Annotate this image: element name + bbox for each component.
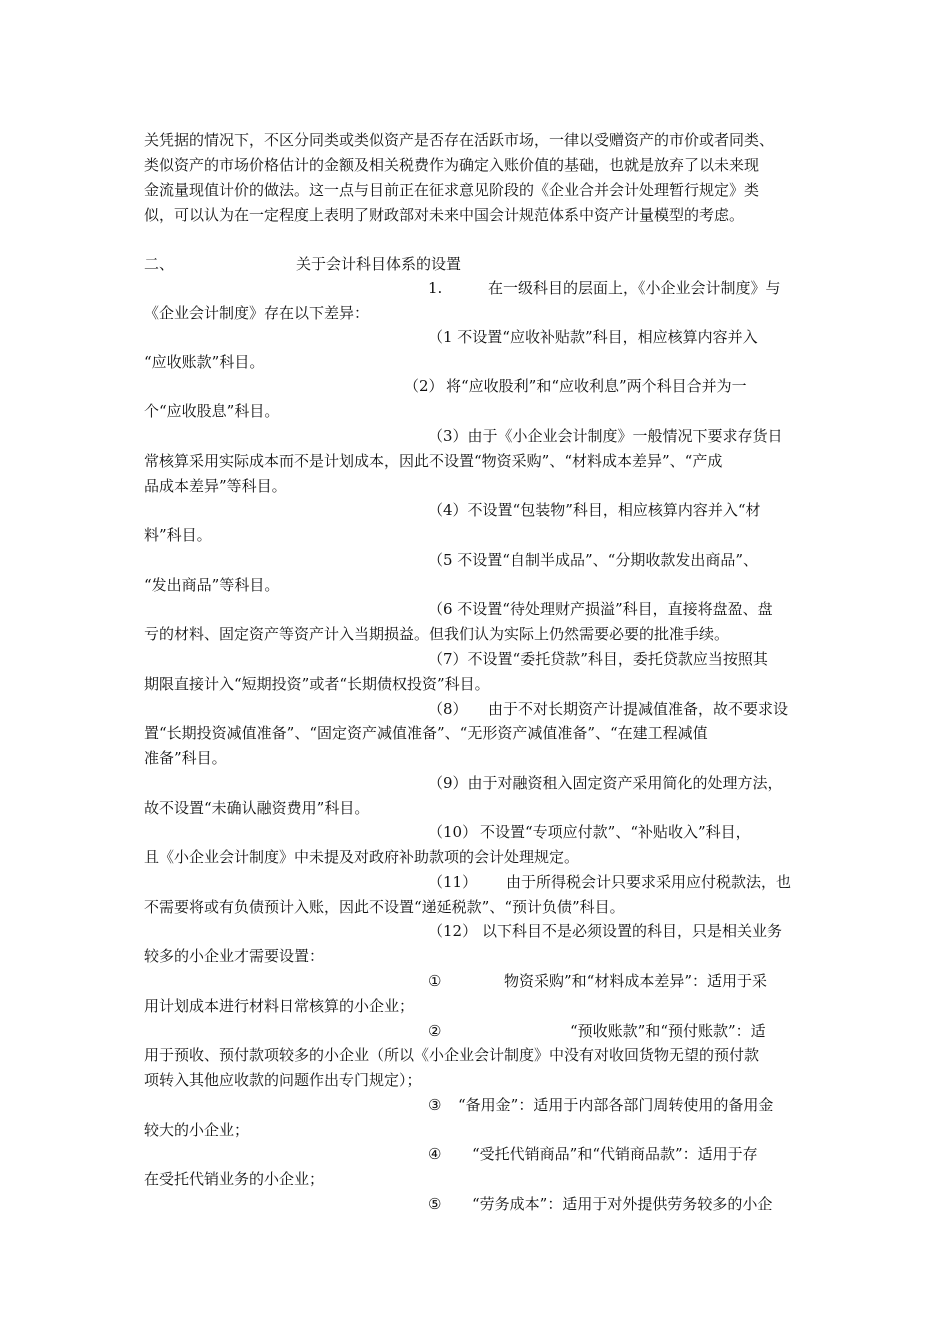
text-line: “应收账款”科目。 <box>144 353 265 371</box>
list-item: （6 不设置“待处理财产损溢”科目，直接将盘盈、盘 <box>428 600 773 618</box>
section-number: 二、 <box>144 255 175 273</box>
text-line: 个“应收股息”科目。 <box>144 402 280 420</box>
list-item: （5 不设置“自制半成品”、“分期收款发出商品”、 <box>428 551 758 569</box>
list-item: “受托代销商品”和“代销商品款”：适用于存 <box>472 1145 758 1163</box>
list-item: 物资采购”和“材料成本差异”：适用于采 <box>504 972 768 990</box>
text-line: 在受托代销业务的小企业； <box>144 1170 325 1188</box>
list-item: （7）不设置“委托贷款”科目，委托贷款应当按照其 <box>428 650 768 668</box>
item-number: ① <box>428 972 442 990</box>
list-item: 以下科目不是必须设置的科目，只是相关业务 <box>482 922 783 940</box>
text-line: 《企业会计制度》存在以下差异： <box>144 304 370 322</box>
list-item: （1 不设置“应收补贴款”科目，相应核算内容并入 <box>428 328 758 346</box>
item-number: ③ <box>428 1096 442 1114</box>
text-line: 置“长期投资减值准备”、“固定资产减值准备”、“无形资产减值准备”、“在建工程减值 <box>144 724 708 742</box>
text-line: “发出商品”等科目。 <box>144 576 280 594</box>
text-line: 在一级科目的层面上，《小企业会计制度》与 <box>488 279 781 297</box>
text-line: 项转入其他应收款的问题作出专门规定）； <box>144 1071 422 1089</box>
text-line: 品成本差异”等科目。 <box>144 477 287 495</box>
list-item: 由于所得税会计只要求采用应付税款法，也 <box>506 873 792 891</box>
list-item: （9）由于对融资租入固定资产采用简化的处理方法， <box>428 774 783 792</box>
text-line: 用于预收、预付款项较多的小企业（所以《小企业会计制度》中没有对收回货物无望的预付款 <box>144 1046 760 1064</box>
text-line: 故不设置“未确认融资费用”科目。 <box>144 799 370 817</box>
text-line: 关凭据的情况下，不区分同类或类似资产是否存在活跃市场，一律以受赠资产的市价或者同类、 <box>144 131 775 149</box>
list-item: 将“应收股利”和“应收利息”两个科目合并为一 <box>446 377 747 395</box>
item-number: （8） <box>428 700 468 718</box>
text-line: 不需要将或有负债预计入账，因此不设置“递延税款”、“预计负债”科目。 <box>144 898 625 916</box>
item-number: 1. <box>428 279 443 297</box>
text-line: 用计划成本进行材料日常核算的小企业； <box>144 997 415 1015</box>
item-number: ⑤ <box>428 1195 442 1213</box>
text-line: 较多的小企业才需要设置： <box>144 947 325 965</box>
list-item: （3）由于《小企业会计制度》一般情况下要求存货日 <box>428 427 783 445</box>
list-item: “预收账款”和“预付账款”：适 <box>570 1022 766 1040</box>
item-number: （2） <box>404 377 444 395</box>
item-number: （11） <box>428 873 478 891</box>
text-line: 料”科目。 <box>144 526 212 544</box>
text-line: 常核算采用实际成本而不是计划成本，因此不设置“物资采购”、“材料成本差异”、“产成 <box>144 452 723 470</box>
list-item: （4）不设置“包装物”科目，相应核算内容并入“材 <box>428 501 761 519</box>
text-line: 准备”科目。 <box>144 749 227 767</box>
item-number: （10） <box>428 823 478 841</box>
section-heading: 关于会计科目体系的设置 <box>296 255 462 273</box>
text-line: 较大的小企业； <box>144 1121 250 1139</box>
item-number: （12） <box>428 922 478 940</box>
text-line: 似，可以认为在一定程度上表明了财政部对未来中国会计规范体系中资产计量模型的考虑。 <box>144 206 745 224</box>
text-line: 类似资产的市场价格估计的金额及相关税费作为确定入账价值的基础，也就是放弃了以未来现 <box>144 156 760 174</box>
text-line: 金流量现值计价的做法。这一点与目前正在征求意见阶段的《企业合并会计处理暂行规定》类 <box>144 181 760 199</box>
text-line: 期限直接计入“短期投资”或者“长期债权投资”科目。 <box>144 675 490 693</box>
list-item: 由于不对长期资产计提减值准备，故不要求设 <box>488 700 789 718</box>
list-item: 不设置“专项应付款”、“补贴收入”科目， <box>480 823 751 841</box>
item-number: ② <box>428 1022 442 1040</box>
list-item: “备用金”：适用于内部各部门周转使用的备用金 <box>458 1096 774 1114</box>
text-line: 亏的材料、固定资产等资产计入当期损益。但我们认为实际上仍然需要必要的批准手续。 <box>144 625 730 643</box>
item-number: ④ <box>428 1145 442 1163</box>
text-line: 且《小企业会计制度》中未提及对政府补助款项的会计处理规定。 <box>144 848 580 866</box>
list-item: “劳务成本”：适用于对外提供劳务较多的小企 <box>472 1195 773 1213</box>
